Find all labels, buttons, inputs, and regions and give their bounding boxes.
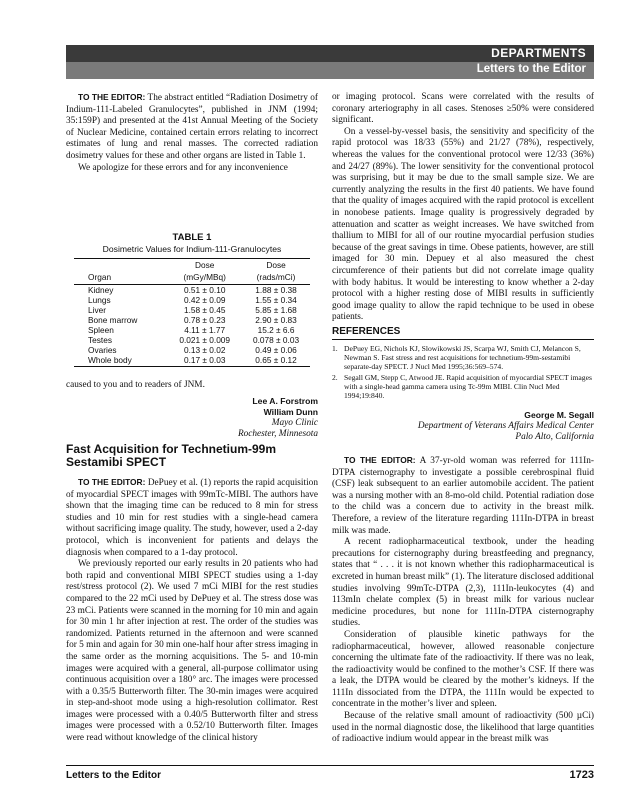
letter2-para2: We previously reported our early results in 20 patients who had both rapid and conventional MIBI SPECT studies using a 1-day rest/stress protocol (2). We used 7 mCi MIBI for the rest studies compared to the 22 mCi used by DePuey et al. The stress dose was 23 mCi. Patients were scanned in the morning for 10 min and again for 30 min 1 hr after injection at rest. The order of the studies was randomized. Patients returned in the afternoon and were scanned for 5 min and again for 30 min one-half hour after stress imaging in the same order as the morning acquisitions. The 5- and 10-min images were acquired with a general, all-purpose collimator using continuous acquisition over a 180° arc. The images were processed with a 0.35/5 Butterworth filter. The 30-min images were acquired in step-and-shoot mode using a high-resolution collimator. Rest images were processed with a 0.40/5 Butterworth filter and stress images were processed with a 0.52/10 Butterworth filter. Images were read without knowledge of the clinical history	[66, 559, 318, 744]
dose-mgy-cell: 0.17 ± 0.03	[167, 355, 242, 367]
subsection-title: Letters to the Editor	[476, 63, 586, 75]
letter2-para1: DePuey et al. (1) reports the rapid acquisition of myocardial SPECT images with 99mTc-MIBI. The authors have shown that the imaging time can be reduced to 8 min for stress studies and 10 min for rest studies with a single-head camera without sacrificing image quality. The study, however, used a 2-day protocol, which is inconvenient for patients and delays the diagnosis when compared to a 1-day protocol.	[66, 478, 318, 558]
dose-mgy-cell: 0.13 ± 0.02	[183, 345, 226, 355]
footer-rule	[66, 765, 594, 766]
references-rule	[332, 339, 594, 340]
table-caption: TABLE 1	[172, 232, 212, 243]
references-heading: REFERENCES	[332, 326, 401, 337]
signature1	[66, 396, 318, 440]
sign1-name1: Lee A. Forstrom	[252, 396, 318, 406]
letter1-para3: caused to you and to readers of JNM.	[66, 380, 205, 390]
reference-item: 1. DePuey EG, Nichols KJ, Slowikowski JS, Scarpa WJ, Smith CJ, Melancon S, Newman S. Fast stress and rest acquisitions for technetium-99m-sestamibi separate-day SPECT. J Nucl Med 1995;36:569–574.	[332, 344, 594, 372]
header-unit-mgy: (mGy/MBq)	[167, 273, 242, 285]
dose-mgy-cell: 4.11 ± 1.77	[184, 325, 226, 335]
table-subtitle: Dosimetric Values for Indium-111-Granulocytes	[102, 244, 282, 254]
header-organ: Organ	[74, 273, 167, 285]
sign1-aff2: Rochester, Minnesota	[237, 429, 318, 439]
table-grid	[74, 258, 310, 367]
dose-mgy-cell: 0.021 ± 0.009	[179, 335, 231, 345]
section-banner	[66, 45, 594, 62]
dose-rads-cell: 0.078 ± 0.03	[252, 335, 300, 345]
organ-cell: Kidney	[88, 285, 114, 295]
organ-cell: Whole body	[74, 355, 167, 367]
sign1-aff1: Mayo Clinic	[271, 418, 318, 428]
dose-mgy-cell: 0.51 ± 0.10	[183, 285, 226, 295]
organ-cell: Ovaries	[88, 345, 117, 355]
table-row	[74, 285, 310, 296]
letter3	[332, 455, 594, 746]
organ-cell: Bone marrow	[88, 315, 138, 325]
letter3-lead: TO THE EDITOR:	[344, 455, 416, 465]
letter1-para2: We apologize for these errors and for any inconvenience	[78, 162, 288, 173]
letter3-para4: Because of the relative small amount of radioactivity (500 µCi) used in the normal diagnostic dose, the likelihood that large quantities of radioactive indium would appear in the breast milk was	[332, 711, 594, 745]
header-dose-mgy: Dose	[167, 259, 242, 273]
letter2	[66, 477, 318, 745]
organ-cell: Lungs	[88, 295, 111, 305]
page-number: 1723	[569, 769, 594, 781]
reference-1: DePuey EG, Nichols KJ, Slowikowski JS, Scarpa WJ, Smith CJ, Melancon S, Newman S. Fast stress and rest acquisitions for technetium-99m-sestamibi separate-day SPECT. J Nucl Med 1995;36:569–574.	[344, 344, 581, 372]
organ-cell: Liver	[88, 305, 106, 315]
organ-cell: Spleen	[88, 325, 114, 335]
dose-mgy-cell: 1.58 ± 0.45	[183, 305, 226, 315]
dose-rads-cell: 0.49 ± 0.06	[255, 345, 297, 355]
letter1	[66, 92, 318, 174]
dose-rads-cell: 1.88 ± 0.38	[255, 285, 297, 295]
sign2-aff1: Department of Veterans Affairs Medical Center	[417, 421, 594, 431]
right-para-cont: or imaging protocol. Scans were correlated with the results of coronary arteriography in all cases. Stenoses ≥50% were considered significant.	[332, 92, 594, 126]
references-list	[332, 344, 594, 401]
letter1-para1: The abstract entitled “Radiation Dosimetry of Indium-111-Labeled Granulocytes”, published in JNM (1994; 35:159P) and presented at the 41st Annual Meeting of the Society of Nuclear Medicine, contained certain errors relating to incorrect estimates of lung and renal masses. The corrected radiation dosimetry values for these and other organs are listed in Table 1.	[66, 93, 318, 161]
table-row	[74, 355, 310, 367]
dose-mgy-cell: 0.78 ± 0.23	[183, 315, 226, 325]
subsection-banner	[66, 62, 594, 79]
letter3-para3: Consideration of plausible kinetic pathways for the radiopharmaceutical, however, allowed reasonable conjecture concerning the ultimate fate of the radioactivity. If there was no leak, the radioactivity would be confined to the mother’s CSF. If there was a leak, the DTPA would be cleared by the mother’s kidneys. If the 111In dissociated from the DTPA, the 111In would be expected to concentrate in the mother’s liver and spleen.	[332, 629, 594, 710]
letter1-lead: TO THE EDITOR:	[78, 92, 146, 102]
sign2-name: George M. Segall	[524, 410, 594, 420]
letter3-para2: A recent radiopharmaceutical textbook, under the heading precautions for cisternography during breastfeeding and pregnancy, states that “ . . . it is not known whether this radiopharmaceutical is excreted in human breast milk” (1). The literature disclosed additional studies involving 99mTc-DTPA (2,3), 111In-leukocytes (4) and 113mIn chelate complex (5) in breast milk for various nuclear medicine procedures, but none for 111In-DTPA cisternography studies.	[332, 537, 594, 629]
sign2-aff2: Palo Alto, California	[515, 432, 594, 442]
sign1-name2: William Dunn	[263, 407, 318, 417]
dosimetry-table	[66, 232, 318, 367]
organ-cell: Testes	[88, 335, 112, 345]
right-para2: On a vessel-by-vessel basis, the sensitivity and specificity of the rapid protocol was 18/33 (55%) and 21/27 (78%), respectively, whereas the values for the conventional protocol were 12/33 (36%) and 24/27 (89%). The lower sensitivity for the conventional protocol was surprising, but it may be due to the small sample size. We are currently analyzing the results in the first 40 patients. We have found that the quality of images acquired with the rapid protocol is excellent in nonobese patients. Image quality is progressively degraded by attenuation and scatter as weight increases. We have switched from thallium to MIBI for all of our routine myocardial perfusion studies because of the great savings in time. Obese patients, however, are still imaged for 30 min. Depuey et al also measured the chest circumference of their patients but did not correlate image quality with body habitus. It would be interesting to know whether a 2-day protocol with a higher resting dose of MIBI results in sufficiently good image quality to allow the rapid technique to be used in obese patients.	[332, 126, 594, 323]
dose-rads-cell: 15.2 ± 6.6	[257, 325, 295, 335]
dose-mgy-cell: 0.42 ± 0.09	[183, 295, 226, 305]
section-title: DEPARTMENTS	[491, 46, 586, 60]
table-row	[74, 315, 310, 325]
dose-rads-cell: 0.65 ± 0.12	[242, 355, 310, 367]
header-unit-rads: (rads/mCi)	[242, 273, 310, 285]
table-row	[74, 305, 310, 315]
dose-rads-cell: 1.55 ± 0.34	[255, 295, 297, 305]
table-row	[74, 295, 310, 305]
reference-item: 2. Segall GM, Stepp C, Atwood JE. Rapid acquisition of myocardial SPECT images with a single-head gamma camera using Tc-99m MIBI. Clin Nucl Med 1994;19:840.	[332, 373, 594, 401]
table-row	[74, 345, 310, 355]
dose-rads-cell: 2.90 ± 0.83	[255, 315, 297, 325]
letter1-end	[66, 380, 318, 392]
letter2-title: Fast Acquisition for Technetium-99m Sestamibi SPECT	[66, 442, 277, 469]
header-dose-rads: Dose	[242, 259, 310, 273]
letter2-lead: TO THE EDITOR:	[78, 477, 146, 487]
footer-section: Letters to the Editor	[66, 770, 162, 781]
table-row	[74, 325, 310, 335]
letter2-continued	[332, 92, 594, 324]
letter3-para1: A 37-yr-old woman was referred for 111In-DTPA cisternography to investigate a possible cerebrospinal fluid (CSF) leak subsequent to an earlier automobile accident. The patient was a nursing mother with an 8-mo-old child. Potential radiation dose to the child was a concern due to activity in the breast milk. Therefore, a review of the literature regarding 111In-DTPA in breast milk was made.	[332, 456, 595, 536]
reference-2: Segall GM, Stepp C, Atwood JE. Rapid acquisition of myocardial SPECT images with a single-head gamma camera using Tc-99m MIBI. Clin Nucl Med 1994;19:840.	[344, 372, 592, 401]
dose-rads-cell: 5.85 ± 1.68	[255, 305, 297, 315]
signature2	[332, 410, 594, 443]
table-row	[74, 335, 310, 345]
